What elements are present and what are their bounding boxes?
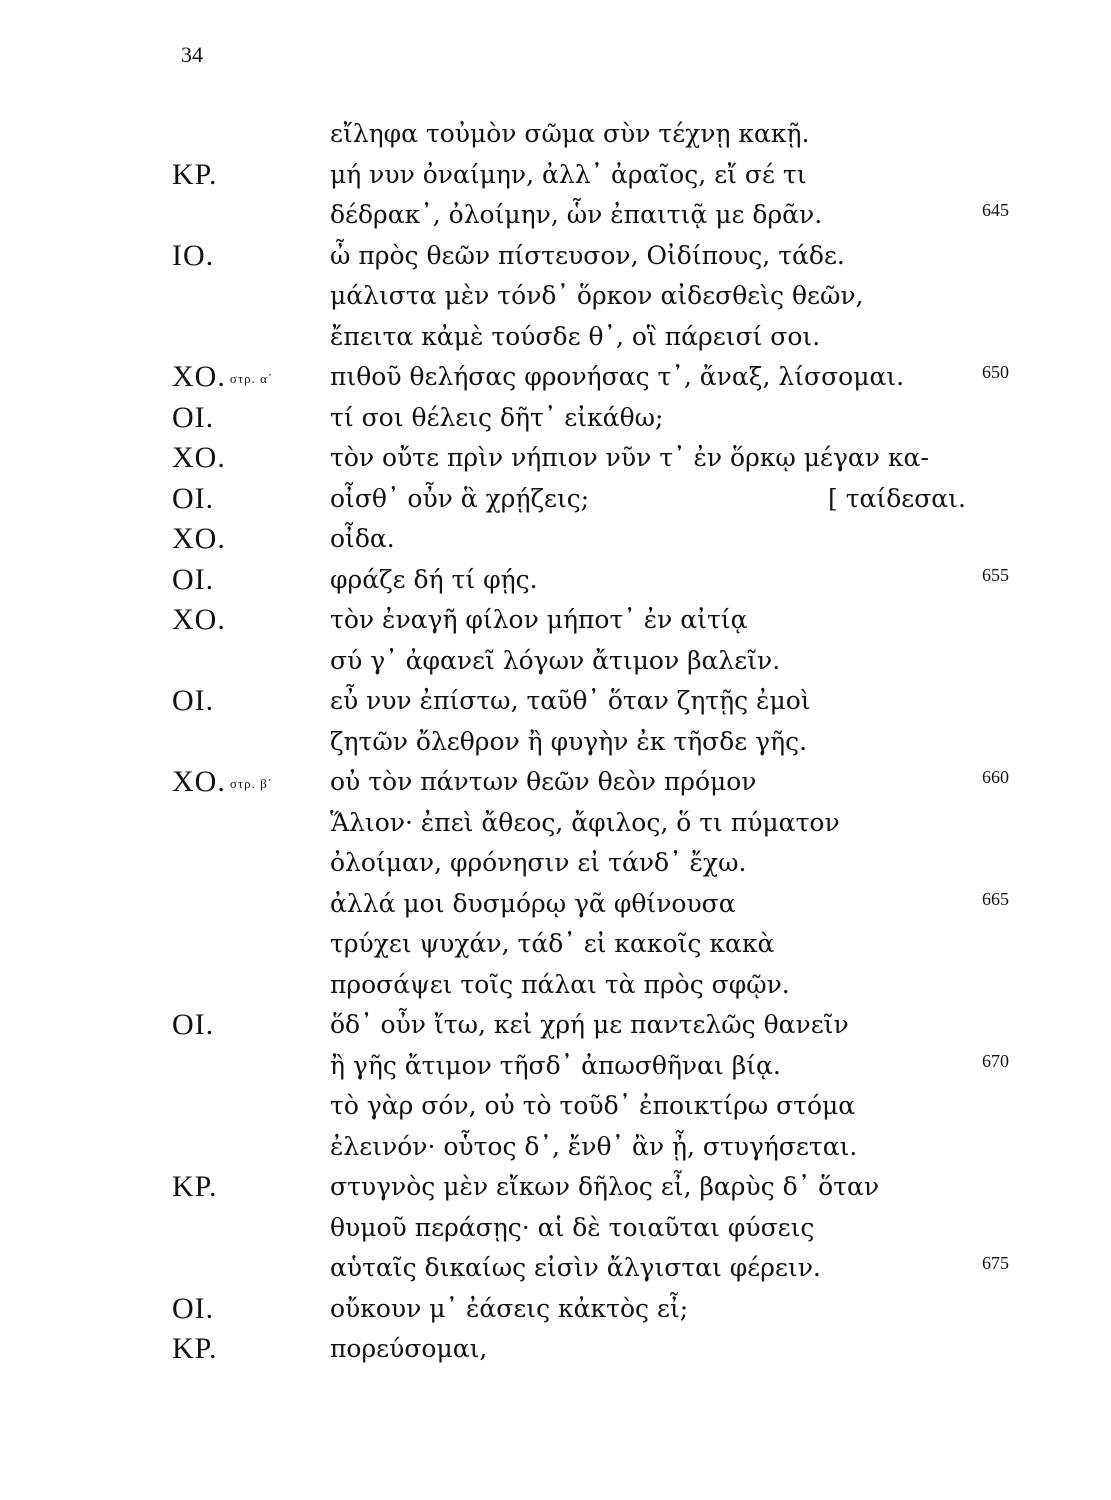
verse-text: τὸ γὰρ σόν, οὐ τὸ τοῦδ᾽ ἐποικτίρω στόμα <box>330 1091 856 1120</box>
verse-line <box>0 239 1111 279</box>
verse-text: οὐ τὸν πάντων θεῶν θεὸν πρόμον <box>330 767 757 796</box>
speaker-label <box>172 360 273 394</box>
speaker-label <box>172 239 218 273</box>
line-number: 670 <box>982 1050 1009 1071</box>
speaker-label <box>172 563 218 597</box>
verse-line <box>0 482 1111 522</box>
verse-line <box>0 117 1111 157</box>
verse-text: δέδρακ᾽, ὀλοίμην, ὧν ἐπαιτιᾷ με δρᾶν. <box>330 200 823 229</box>
speaker-name: ΚΡ. <box>172 157 218 191</box>
speaker-label <box>172 644 176 678</box>
verse-line <box>0 522 1111 562</box>
verse-line <box>0 320 1111 360</box>
verse-text: εὖ νυν ἐπίστω, ταῦθ᾽ ὅταν ζητῇς ἐμοὶ <box>330 686 811 715</box>
verse-line <box>0 279 1111 319</box>
verse-line <box>0 887 1111 927</box>
speaker-name: ΟΙ. <box>172 684 215 717</box>
speaker-name: ΧΟ. <box>172 522 226 555</box>
verse-line <box>0 968 1111 1008</box>
line-number: 645 <box>982 200 1009 220</box>
verse-line <box>0 846 1111 886</box>
strophe-marker: στρ. α΄ <box>229 371 274 386</box>
verse-line <box>0 1292 1111 1332</box>
line-number: 655 <box>982 564 1009 585</box>
speaker-label <box>172 320 176 354</box>
speaker-label <box>172 1049 176 1083</box>
line-number: 650 <box>982 362 1009 382</box>
speaker-name: ΟΙ. <box>172 1291 215 1325</box>
line-number: 660 <box>982 767 1009 787</box>
verse-text: οἶσθ᾽ οὖν ἃ χρῄζεις; <box>330 483 590 513</box>
verse-text: πιθοῦ θελήσας φρονήσας τ᾽, ἄναξ, λίσσομαι. <box>330 362 905 391</box>
speaker-name: ΟΙ. <box>172 400 215 434</box>
verse-line <box>0 1251 1111 1291</box>
strophe-marker: στρ. β΄ <box>229 776 274 791</box>
verse-line <box>0 401 1111 441</box>
verse-text: ὦ πρὸς θεῶν πίστευσον, Οἰδίπους, τάδε. <box>330 240 845 270</box>
speaker-label <box>172 1008 218 1042</box>
speaker-label <box>172 765 273 799</box>
speaker-label <box>172 117 176 151</box>
speaker-name: ΚΡ. <box>172 1332 218 1365</box>
speaker-label <box>172 1211 176 1245</box>
speaker-name: ΙΟ. <box>172 238 215 272</box>
verse-line <box>0 765 1111 805</box>
verse-text: μάλιστα μὲν τόνδ᾽ ὅρκον αἰδεσθεὶς θεῶν, <box>330 281 864 310</box>
verse-text: θυμοῦ περάσῃς· αἱ δὲ τοιαῦται φύσεις <box>330 1212 815 1242</box>
verse-text: ἔπειτα κἀμὲ τούσδε θ᾽, οἳ πάρεισί σοι. <box>330 321 821 351</box>
speaker-label <box>172 401 218 435</box>
verse-text: πορεύσομαι, <box>330 1334 488 1363</box>
verse-line <box>0 1049 1111 1089</box>
speaker-name: ΚΡ. <box>172 1170 218 1203</box>
speaker-label <box>172 603 230 637</box>
speaker-name: ΧΟ. <box>172 603 226 636</box>
verse-line <box>0 927 1111 967</box>
speaker-label <box>172 482 218 516</box>
speaker-name: ΟΙ. <box>172 481 215 515</box>
verse-line <box>0 563 1111 603</box>
verse-text: ἀλλά μοι δυσμόρῳ γᾶ φθίνουσα <box>330 888 736 918</box>
verse-text: ὅδ᾽ οὖν ἴτω, κεἰ χρή με παντελῶς θανεῖν <box>330 1010 849 1039</box>
verse-line <box>0 725 1111 765</box>
speaker-label <box>172 968 176 1002</box>
verse-text: αὑταῖς δικαίως εἰσὶν ἄλγισται φέρειν. <box>330 1253 821 1282</box>
verse-continuation: [ ταίδεσαι. <box>828 483 966 513</box>
speaker-label <box>172 887 176 921</box>
verse-text: τρύχει ψυχάν, τάδ᾽ εἰ κακοῖς κακὰ <box>330 929 775 958</box>
verse-text: ὀλοίμαν, φρόνησιν εἰ τάνδ᾽ ἔχω. <box>330 848 747 877</box>
verse-line <box>0 1170 1111 1210</box>
verse-line <box>0 360 1111 400</box>
verse-text: σύ γ᾽ ἀφανεῖ λόγων ἄτιμον βαλεῖν. <box>330 645 781 675</box>
speaker-label <box>172 1292 218 1326</box>
verse-text: στυγνὸς μὲν εἴκων δῆλος εἶ, βαρὺς δ᾽ ὅταν <box>330 1172 880 1201</box>
page-number: 34 <box>181 42 203 67</box>
verse-line <box>0 158 1111 198</box>
verse-text: τὸν οὔτε πρὶν νήπιον νῦν τ᾽ ἐν ὅρκῳ μέγαν κα- <box>330 443 929 472</box>
verse-text: ζητῶν ὄλεθρον ἢ φυγὴν ἐκ τῆσδε γῆς. <box>330 726 808 756</box>
verse-line <box>0 1211 1111 1251</box>
verse-text: ἐλεινόν· οὗτος δ᾽, ἔνθ᾽ ἂν ᾖ, στυγήσεται. <box>330 1131 858 1161</box>
speaker-label <box>172 1332 222 1366</box>
verse-text: μή νυν ὀναίμην, ἀλλ᾽ ἀραῖος, εἴ σέ τι <box>330 159 807 189</box>
speaker-label <box>172 927 176 961</box>
speaker-label <box>172 1089 176 1123</box>
verse-line <box>0 603 1111 643</box>
line-number: 675 <box>982 1253 1009 1273</box>
verse-text: ἢ γῆς ἄτιμον τῆσδ᾽ ἀπωσθῆναι βίᾳ. <box>330 1050 781 1080</box>
speaker-label <box>172 522 230 556</box>
speaker-label <box>172 198 176 232</box>
verse-line <box>0 1089 1111 1129</box>
verse-text: τὸν ἐναγῆ φίλον μήποτ᾽ ἐν αἰτίᾳ <box>330 605 748 634</box>
speaker-label <box>172 684 218 718</box>
verse-line <box>0 644 1111 684</box>
verse-text: Ἅλιον· ἐπεὶ ἄθεος, ἄφιλος, ὅ τι πύματον <box>330 807 840 837</box>
speaker-label <box>172 806 176 840</box>
verse-text: τί σοι θέλεις δῆτ᾽ εἰκάθω; <box>330 402 664 432</box>
speaker-name: ΧΟ. <box>172 765 226 798</box>
verse-text: οὔκουν μ᾽ ἐάσεις κἀκτὸς εἶ; <box>330 1293 689 1323</box>
speaker-label <box>172 158 222 192</box>
verse-line <box>0 1008 1111 1048</box>
line-number: 665 <box>982 888 1009 909</box>
speaker-label <box>172 279 176 313</box>
verse-line <box>0 198 1111 238</box>
speaker-label <box>172 1130 176 1164</box>
speaker-label <box>172 1251 176 1285</box>
speaker-label <box>172 725 176 759</box>
verse-text: προσάψει τοῖς πάλαι τὰ πρὸς σφῷν. <box>330 969 790 999</box>
verse-text: φράζε δή τί φῄς. <box>330 564 538 594</box>
verse-line <box>0 1332 1111 1372</box>
speaker-label <box>172 846 176 880</box>
verse-line <box>0 806 1111 846</box>
speaker-label <box>172 1170 222 1204</box>
verse-line <box>0 1130 1111 1170</box>
speaker-name: ΟΙ. <box>172 1008 215 1041</box>
verse-line <box>0 684 1111 724</box>
verse-line <box>0 441 1111 481</box>
speaker-name: ΧΟ. <box>172 360 226 393</box>
verse-text: οἶδα. <box>330 524 395 553</box>
speaker-name: ΟΙ. <box>172 562 215 596</box>
verse-text: εἴληφα τοὐμὸν σῶμα σὺν τέχνῃ κακῇ. <box>330 119 810 148</box>
speaker-label <box>172 441 230 475</box>
speaker-name: ΧΟ. <box>172 441 226 474</box>
